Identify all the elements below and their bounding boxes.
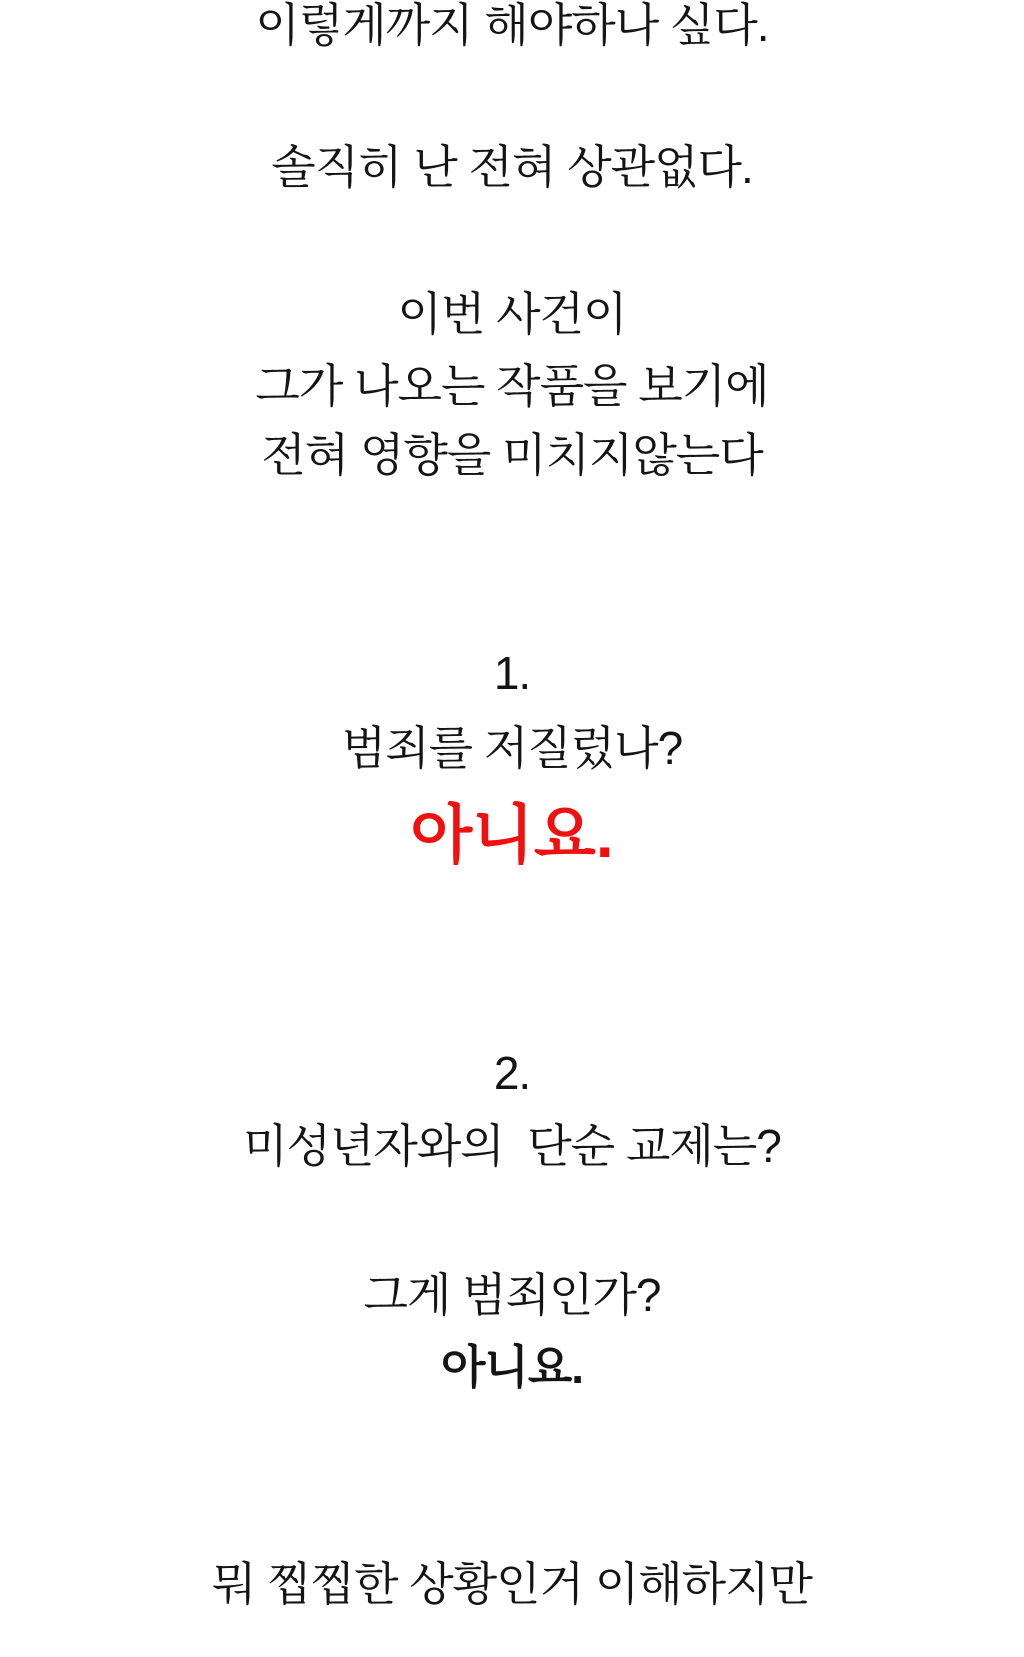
question-2-followup: 그게 범죄인가? — [363, 1269, 661, 1321]
statement-incident-3: 전혀 영향을 미치지않는다 — [261, 429, 763, 481]
question-1-text: 범죄를 저질렀나? — [341, 722, 683, 774]
statement-incident-1: 이번 사건이 — [397, 288, 627, 340]
question-2-text: 미성년자와의 단순 교제는? — [243, 1120, 781, 1172]
answer-2-no-black: 아니요. — [440, 1341, 584, 1393]
question-number-2: 2. — [493, 1047, 531, 1099]
statement-incident-2: 그가 나오는 작품을 보기에 — [255, 360, 769, 412]
question-number-1: 1. — [493, 647, 531, 699]
answer-1-no-red: 아니요. — [410, 799, 614, 871]
statement-dont-care: 솔직히 난 전혀 상관없다. — [271, 141, 753, 193]
statement-closing: 뭐 찝찝한 상황인거 이해하지만 — [211, 1558, 812, 1610]
statement-doubt: 이렇게까지 해야하나 싶다. — [255, 0, 769, 51]
